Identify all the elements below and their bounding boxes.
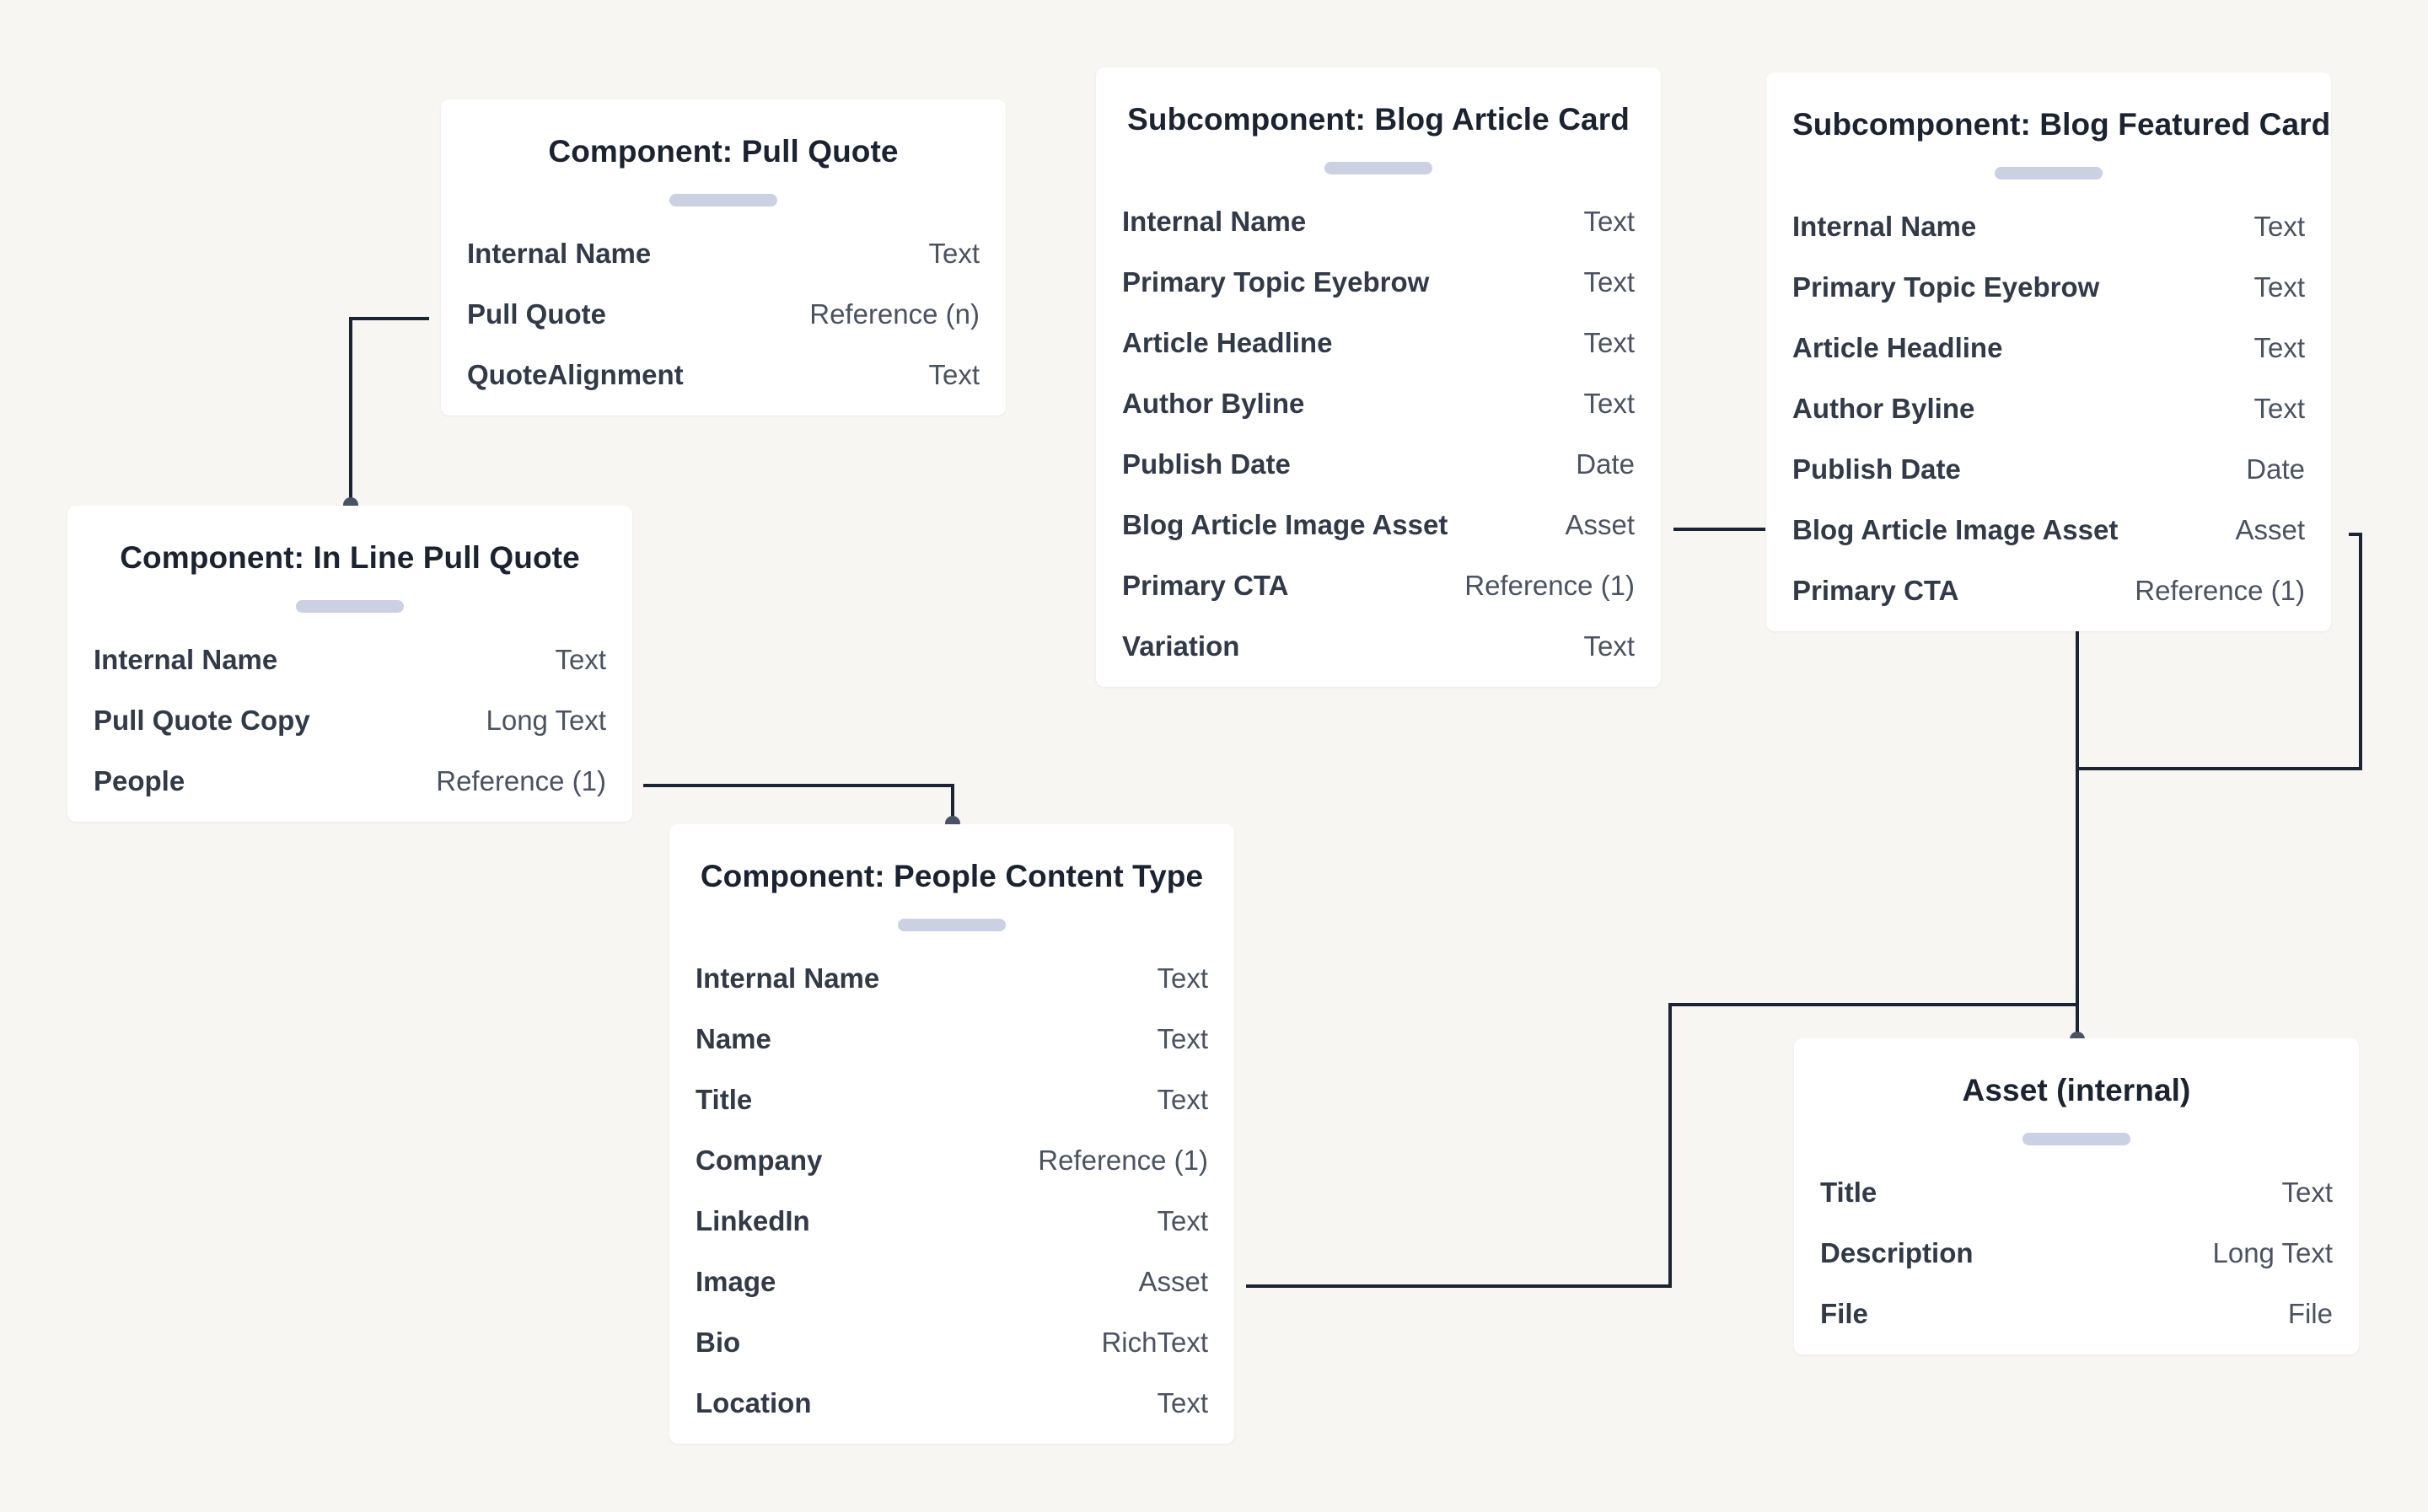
field-row[interactable] xyxy=(1122,555,1635,616)
drag-handle[interactable] xyxy=(1324,162,1432,174)
field-row[interactable] xyxy=(1820,1162,2333,1223)
field-type: Text xyxy=(2253,211,2305,242)
field-row[interactable] xyxy=(696,1130,1208,1191)
field-type: Asset xyxy=(1565,509,1635,540)
field-name: QuoteAlignment xyxy=(467,359,684,390)
card-title: Component: Pull Quote xyxy=(548,134,899,169)
field-type: Text xyxy=(1583,206,1635,237)
field-row[interactable] xyxy=(94,751,606,812)
field-type: Text xyxy=(555,644,606,675)
field-name: File xyxy=(1820,1298,1868,1329)
field-row[interactable] xyxy=(1792,500,2305,560)
field-row[interactable] xyxy=(1792,560,2305,621)
field-name: Internal Name xyxy=(696,962,880,994)
field-name: Description xyxy=(1820,1237,1974,1268)
card-footer-space xyxy=(1122,677,1635,687)
field-type: Text xyxy=(2281,1177,2333,1208)
field-type: Text xyxy=(1157,1023,1208,1054)
field-type: Text xyxy=(1583,266,1635,298)
field-type: Reference (1) xyxy=(1464,570,1635,601)
field-row[interactable] xyxy=(1792,439,2305,500)
field-type: Reference (1) xyxy=(2135,575,2305,606)
field-row[interactable] xyxy=(467,284,980,345)
field-name: Title xyxy=(1820,1177,1877,1208)
field-name: Internal Name xyxy=(94,644,278,675)
field-name: Article Headline xyxy=(1122,327,1333,358)
field-row[interactable] xyxy=(696,1009,1208,1070)
drag-handle[interactable] xyxy=(669,194,777,206)
field-name: Title xyxy=(696,1084,753,1115)
field-type: Asset xyxy=(1138,1266,1208,1297)
field-name: Location xyxy=(696,1387,812,1418)
field-row[interactable] xyxy=(1122,313,1635,373)
field-name: Article Headline xyxy=(1792,332,2003,363)
card-footer-space xyxy=(94,812,606,822)
field-row[interactable] xyxy=(696,1252,1208,1312)
drag-handle[interactable] xyxy=(2022,1133,2130,1145)
field-type: Reference (1) xyxy=(1038,1145,1208,1176)
field-name: Bio xyxy=(696,1327,741,1358)
field-type: Text xyxy=(928,238,980,269)
field-type: Text xyxy=(1157,1205,1208,1236)
entity-card-people-content-type[interactable] xyxy=(669,824,1234,1444)
field-type: Long Text xyxy=(2212,1237,2333,1268)
field-name: Internal Name xyxy=(467,238,652,269)
drag-handle[interactable] xyxy=(898,919,1006,931)
field-name: Primary CTA xyxy=(1122,570,1289,601)
card-footer-space xyxy=(467,405,980,416)
entity-card-asset-internal[interactable] xyxy=(1794,1038,2359,1354)
field-row[interactable] xyxy=(94,630,606,690)
card-title: Subcomponent: Blog Featured Card xyxy=(1792,107,2331,142)
connector-pull-quote-to-inline-pull-quote xyxy=(351,319,429,503)
field-type: Text xyxy=(1583,630,1635,662)
field-type: Text xyxy=(1157,1387,1208,1418)
field-row[interactable] xyxy=(696,1070,1208,1130)
field-row[interactable] xyxy=(1122,434,1635,495)
field-type: Text xyxy=(928,359,980,390)
field-row[interactable] xyxy=(1792,257,2305,318)
field-name: Internal Name xyxy=(1792,211,1977,242)
field-row[interactable] xyxy=(1122,616,1635,677)
field-row[interactable] xyxy=(1792,378,2305,439)
card-title: Component: People Content Type xyxy=(700,859,1204,893)
field-name: LinkedIn xyxy=(696,1205,810,1236)
drag-handle[interactable] xyxy=(1995,167,2103,180)
field-name: Publish Date xyxy=(1122,448,1291,480)
field-row[interactable] xyxy=(696,1373,1208,1434)
field-type: Reference (1) xyxy=(436,765,606,796)
card-footer-space xyxy=(696,1434,1208,1444)
field-type: Date xyxy=(1576,448,1635,480)
connector-people-to-people-content-type xyxy=(643,785,953,822)
field-row[interactable] xyxy=(1820,1284,2333,1344)
field-type: Text xyxy=(1583,388,1635,419)
field-row[interactable] xyxy=(696,1191,1208,1252)
field-row[interactable] xyxy=(1122,252,1635,313)
field-name: Internal Name xyxy=(1122,206,1307,237)
field-name: Primary Topic Eyebrow xyxy=(1792,271,2100,303)
field-type: Text xyxy=(1583,327,1635,358)
field-row[interactable] xyxy=(696,948,1208,1009)
field-type: Text xyxy=(2253,393,2305,424)
field-row[interactable] xyxy=(467,223,980,284)
field-type: Reference (n) xyxy=(809,298,980,330)
field-row[interactable] xyxy=(1820,1223,2333,1284)
card-title: Component: In Line Pull Quote xyxy=(120,540,580,575)
field-name: Primary CTA xyxy=(1792,575,1959,606)
field-row[interactable] xyxy=(1792,318,2305,378)
field-type: RichText xyxy=(1101,1327,1208,1358)
field-row[interactable] xyxy=(1792,196,2305,257)
field-row[interactable] xyxy=(94,690,606,751)
field-row[interactable] xyxy=(1122,373,1635,434)
field-type: Text xyxy=(2253,332,2305,363)
field-name: Primary Topic Eyebrow xyxy=(1122,266,1430,298)
field-type: File xyxy=(2287,1298,2333,1329)
field-type: Asset xyxy=(2235,514,2305,545)
field-row[interactable] xyxy=(1122,191,1635,252)
card-footer-space xyxy=(1792,621,2305,631)
field-row[interactable] xyxy=(696,1312,1208,1373)
card-title: Subcomponent: Blog Article Card xyxy=(1127,102,1630,137)
field-name: Variation xyxy=(1122,630,1240,662)
field-row[interactable] xyxy=(1122,495,1635,555)
entity-card-inline-pull-quote[interactable] xyxy=(67,506,632,822)
field-row[interactable] xyxy=(467,345,980,405)
field-name: Image xyxy=(696,1266,776,1297)
field-type: Long Text xyxy=(486,705,606,736)
field-type: Text xyxy=(1157,1084,1208,1115)
field-name: Blog Article Image Asset xyxy=(1792,514,2119,545)
card-title: Asset (internal) xyxy=(1962,1073,2191,1107)
field-name: People xyxy=(94,765,185,796)
field-type: Text xyxy=(1157,962,1208,994)
field-name: Author Byline xyxy=(1122,388,1305,419)
field-name: Name xyxy=(696,1023,771,1054)
entity-card-blog-featured-card[interactable] xyxy=(1766,72,2331,631)
field-name: Publish Date xyxy=(1792,453,1961,485)
entity-card-pull-quote[interactable] xyxy=(441,99,1006,416)
field-name: Company xyxy=(696,1145,823,1176)
drag-handle[interactable] xyxy=(296,600,404,613)
field-name: Blog Article Image Asset xyxy=(1122,509,1448,540)
field-type: Text xyxy=(2253,271,2305,303)
card-footer-space xyxy=(1820,1344,2333,1354)
field-name: Pull Quote xyxy=(467,298,606,330)
field-type: Date xyxy=(2246,453,2305,485)
field-name: Pull Quote Copy xyxy=(94,705,310,736)
field-name: Author Byline xyxy=(1792,393,1975,424)
entity-card-blog-article-card[interactable] xyxy=(1096,67,1661,687)
